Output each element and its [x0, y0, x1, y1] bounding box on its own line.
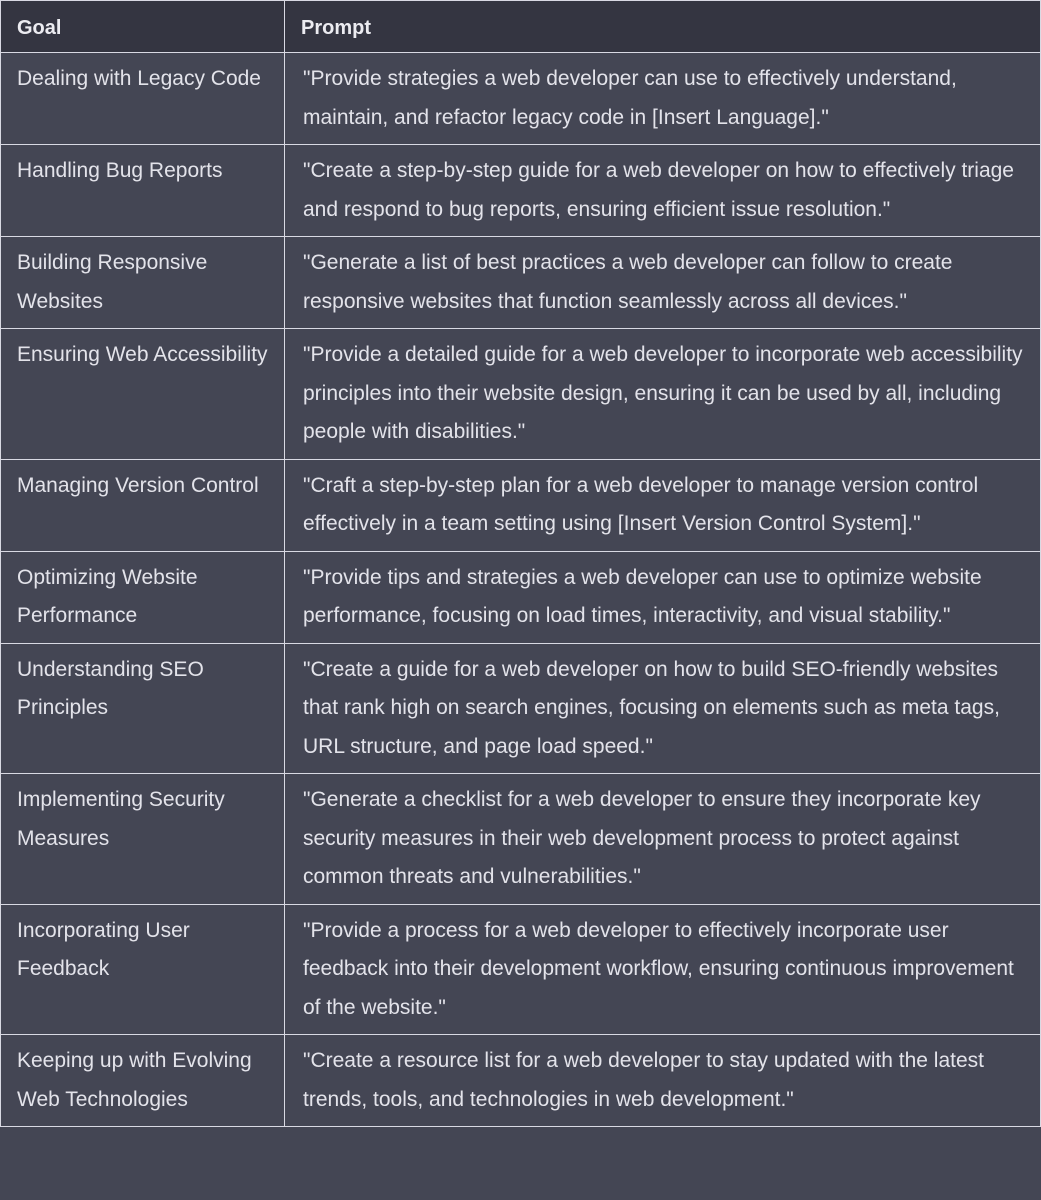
table-row [1, 904, 1041, 1035]
header-row [1, 1, 1041, 53]
prompt-cell: "Create a step-by-step guide for a web developer on how to effectively triage and respond to bug reports, ensuring efficient issue resolution." [285, 145, 1041, 237]
prompt-cell: "Create a guide for a web developer on how to build SEO-friendly websites that rank high on search engines, focusing on elements such as meta tags, URL structure, and page load speed." [285, 643, 1041, 774]
goal-cell: Implementing Security Measures [1, 774, 285, 905]
prompt-cell: "Provide tips and strategies a web developer can use to optimize website performance, focusing on load times, interactivity, and visual stability." [285, 551, 1041, 643]
prompt-cell: "Craft a step-by-step plan for a web developer to manage version control effectively in a team setting using [Insert Version Control System]." [285, 459, 1041, 551]
goal-cell: Optimizing Website Performance [1, 551, 285, 643]
goal-cell: Keeping up with Evolving Web Technologies [1, 1035, 285, 1127]
table-body [1, 53, 1041, 1127]
table-header [1, 1, 1041, 53]
header-goal: Goal [1, 1, 285, 53]
table-row [1, 459, 1041, 551]
table-row [1, 53, 1041, 145]
table-row [1, 774, 1041, 905]
header-prompt: Prompt [285, 1, 1041, 53]
goal-cell: Dealing with Legacy Code [1, 53, 285, 145]
prompt-cell: "Generate a checklist for a web developer to ensure they incorporate key security measures in their web development process to protect against common threats and vulnerabilities." [285, 774, 1041, 905]
table-row [1, 329, 1041, 460]
table-row [1, 237, 1041, 329]
prompt-cell: "Provide strategies a web developer can use to effectively understand, maintain, and refactor legacy code in [Insert Language]." [285, 53, 1041, 145]
goal-cell: Ensuring Web Accessibility [1, 329, 285, 460]
goal-cell: Handling Bug Reports [1, 145, 285, 237]
goal-cell: Managing Version Control [1, 459, 285, 551]
prompt-cell: "Provide a process for a web developer to effectively incorporate user feedback into their development workflow, ensuring continuous improvement of the website." [285, 904, 1041, 1035]
goal-cell: Incorporating User Feedback [1, 904, 285, 1035]
table-row [1, 551, 1041, 643]
table-row [1, 1035, 1041, 1127]
goal-cell: Understanding SEO Principles [1, 643, 285, 774]
table-row [1, 145, 1041, 237]
prompt-cell: "Provide a detailed guide for a web developer to incorporate web accessibility principles into their website design, ensuring it can be used by all, including people with disabilities." [285, 329, 1041, 460]
table-row [1, 643, 1041, 774]
goal-cell: Building Responsive Websites [1, 237, 285, 329]
prompt-cell: "Generate a list of best practices a web developer can follow to create responsive websites that function seamlessly across all devices." [285, 237, 1041, 329]
prompt-cell: "Create a resource list for a web developer to stay updated with the latest trends, tools, and technologies in web development." [285, 1035, 1041, 1127]
